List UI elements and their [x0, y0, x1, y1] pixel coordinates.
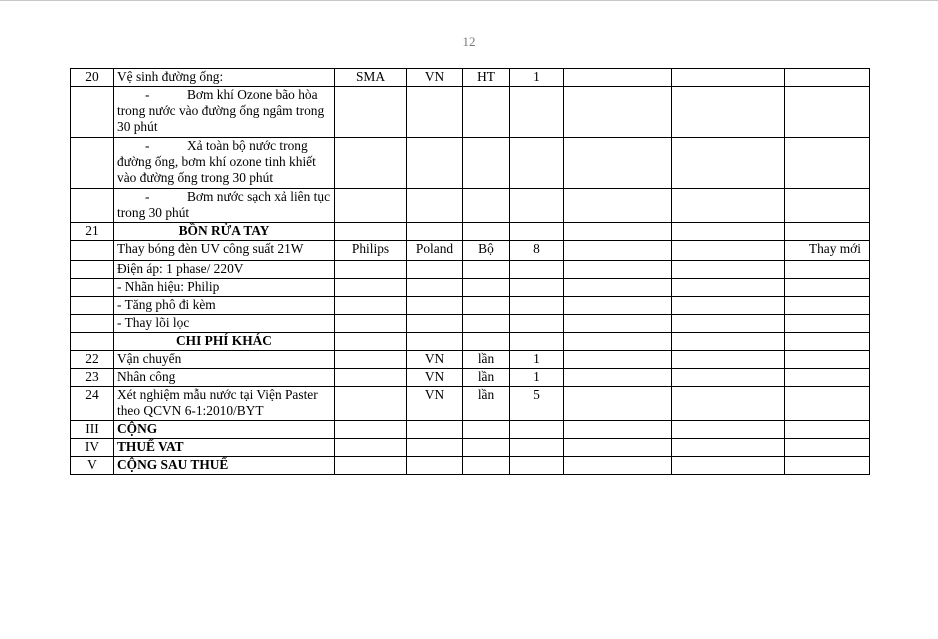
- item-unit: [463, 261, 510, 279]
- list-dash: -: [145, 138, 150, 153]
- item-quantity: [510, 223, 564, 241]
- row-number: [71, 333, 114, 351]
- row-number: [71, 315, 114, 333]
- row-number: 23: [71, 369, 114, 387]
- amount-cell: [672, 261, 785, 279]
- row-number: IV: [71, 439, 114, 457]
- row-number: V: [71, 457, 114, 475]
- amount-cell: [672, 241, 785, 261]
- item-origin: [407, 439, 463, 457]
- item-origin: [407, 333, 463, 351]
- table-row-21e: [71, 315, 870, 333]
- table-row-21b: [71, 261, 870, 279]
- note-cell: [785, 315, 870, 333]
- item-origin: [407, 421, 463, 439]
- item-unit: Bộ: [463, 241, 510, 261]
- item-brand: [335, 279, 407, 297]
- item-quantity: 5: [510, 387, 564, 421]
- item-origin: [407, 315, 463, 333]
- amount-cell: [672, 315, 785, 333]
- unit-price-cell: [564, 387, 672, 421]
- table-row-other-costs: [71, 333, 870, 351]
- amount-cell: [672, 279, 785, 297]
- item-unit: [463, 315, 510, 333]
- item-quantity: [510, 279, 564, 297]
- cost-table: [70, 68, 870, 475]
- item-quantity: [510, 87, 564, 138]
- unit-price-cell: [564, 279, 672, 297]
- note-cell: [785, 421, 870, 439]
- unit-price-cell: [564, 315, 672, 333]
- unit-price-cell: [564, 333, 672, 351]
- row-number: 21: [71, 223, 114, 241]
- unit-price-cell: [564, 297, 672, 315]
- row-number: [71, 241, 114, 261]
- note-cell: [785, 69, 870, 87]
- item-description: Xét nghiệm mẫu nước tại Viện Paster theo QCVN 6-1:2010/BYT: [114, 387, 335, 421]
- item-quantity: 8: [510, 241, 564, 261]
- amount-cell: [672, 223, 785, 241]
- note-cell: [785, 439, 870, 457]
- item-unit: [463, 439, 510, 457]
- unit-price-cell: [564, 421, 672, 439]
- table-row-23: [71, 369, 870, 387]
- item-origin: VN: [407, 387, 463, 421]
- row-number: III: [71, 421, 114, 439]
- amount-cell: [672, 138, 785, 189]
- item-unit: lần: [463, 387, 510, 421]
- item-origin: VN: [407, 369, 463, 387]
- amount-cell: [672, 457, 785, 475]
- item-quantity: [510, 138, 564, 189]
- item-quantity: [510, 297, 564, 315]
- item-description: - Tăng phô đi kèm: [114, 297, 335, 315]
- amount-cell: [672, 297, 785, 315]
- item-brand: Philips: [335, 241, 407, 261]
- table-row-subtotal: [71, 421, 870, 439]
- item-brand: SMA: [335, 69, 407, 87]
- table-row-20: [71, 69, 870, 87]
- item-description: - Thay lõi lọc: [114, 315, 335, 333]
- unit-price-cell: [564, 87, 672, 138]
- item-origin: Poland: [407, 241, 463, 261]
- page-number: 12: [462, 34, 476, 49]
- item-brand: [335, 261, 407, 279]
- item-origin: [407, 297, 463, 315]
- item-origin: [407, 189, 463, 223]
- item-unit: [463, 223, 510, 241]
- table-row-22: [71, 351, 870, 369]
- section-heading: CHI PHÍ KHÁC: [114, 333, 335, 351]
- note-cell: [785, 457, 870, 475]
- row-number: [71, 279, 114, 297]
- table-row-vat: [71, 439, 870, 457]
- table-row-21a: [71, 241, 870, 261]
- item-origin: [407, 87, 463, 138]
- item-unit: HT: [463, 69, 510, 87]
- item-description: [114, 87, 335, 138]
- amount-cell: [672, 387, 785, 421]
- item-unit: [463, 138, 510, 189]
- note-cell: [785, 223, 870, 241]
- item-brand: [335, 351, 407, 369]
- item-brand: [335, 189, 407, 223]
- item-quantity: [510, 333, 564, 351]
- item-description-text: Bơm nước sạch xả liên tục trong 30 phút: [117, 189, 331, 220]
- note-cell: [785, 369, 870, 387]
- row-number: [71, 297, 114, 315]
- item-description: Điện áp: 1 phase/ 220V: [114, 261, 335, 279]
- item-quantity: [510, 439, 564, 457]
- item-unit: [463, 421, 510, 439]
- item-quantity: 1: [510, 351, 564, 369]
- item-unit: [463, 87, 510, 138]
- item-quantity: 1: [510, 69, 564, 87]
- unit-price-cell: [564, 351, 672, 369]
- item-note: Thay mới: [785, 241, 870, 261]
- amount-cell: [672, 421, 785, 439]
- item-brand: [335, 87, 407, 138]
- unit-price-cell: [564, 439, 672, 457]
- unit-price-cell: [564, 261, 672, 279]
- amount-cell: [672, 351, 785, 369]
- note-cell: [785, 333, 870, 351]
- item-description: - Nhãn hiệu: Philip: [114, 279, 335, 297]
- section-heading: BỒN RỬA TAY: [114, 223, 335, 241]
- table-row-21d: [71, 297, 870, 315]
- item-unit: [463, 333, 510, 351]
- item-origin: [407, 279, 463, 297]
- note-cell: [785, 189, 870, 223]
- item-brand: [335, 439, 407, 457]
- unit-price-cell: [564, 223, 672, 241]
- note-cell: [785, 261, 870, 279]
- total-label: THUẾ VAT: [114, 439, 335, 457]
- item-unit: [463, 457, 510, 475]
- item-brand: [335, 387, 407, 421]
- note-cell: [785, 87, 870, 138]
- row-number: 22: [71, 351, 114, 369]
- item-origin: [407, 457, 463, 475]
- item-description: Nhân công: [114, 369, 335, 387]
- item-brand: [335, 315, 407, 333]
- table-row-20b: [71, 138, 870, 189]
- amount-cell: [672, 189, 785, 223]
- item-unit: [463, 279, 510, 297]
- item-quantity: [510, 315, 564, 333]
- item-unit: lần: [463, 351, 510, 369]
- unit-price-cell: [564, 189, 672, 223]
- item-unit: [463, 297, 510, 315]
- row-number: [71, 189, 114, 223]
- note-cell: [785, 387, 870, 421]
- unit-price-cell: [564, 69, 672, 87]
- item-brand: [335, 138, 407, 189]
- table-row-20a: [71, 87, 870, 138]
- item-description: [114, 138, 335, 189]
- unit-price-cell: [564, 241, 672, 261]
- item-brand: [335, 297, 407, 315]
- amount-cell: [672, 87, 785, 138]
- unit-price-cell: [564, 457, 672, 475]
- item-brand: [335, 369, 407, 387]
- item-origin: [407, 138, 463, 189]
- item-brand: [335, 457, 407, 475]
- unit-price-cell: [564, 138, 672, 189]
- item-quantity: [510, 457, 564, 475]
- note-cell: [785, 279, 870, 297]
- table-row-total-after-tax: [71, 457, 870, 475]
- item-description: [114, 189, 335, 223]
- note-cell: [785, 297, 870, 315]
- table-row-21c: [71, 279, 870, 297]
- list-dash: -: [145, 189, 150, 204]
- item-quantity: 1: [510, 369, 564, 387]
- item-origin: [407, 261, 463, 279]
- total-label: CỘNG SAU THUẾ: [114, 457, 335, 475]
- amount-cell: [672, 333, 785, 351]
- note-cell: [785, 351, 870, 369]
- row-number: 20: [71, 69, 114, 87]
- item-description-text: Bơm khí Ozone bão hòa trong nước vào đường ống ngâm trong 30 phút: [117, 87, 325, 134]
- item-description: Thay bóng đèn UV công suất 21W: [114, 241, 335, 261]
- item-quantity: [510, 421, 564, 439]
- table-row-24: [71, 387, 870, 421]
- amount-cell: [672, 439, 785, 457]
- item-description: Vệ sinh đường ống:: [114, 69, 335, 87]
- note-cell: [785, 138, 870, 189]
- item-brand: [335, 333, 407, 351]
- item-origin: VN: [407, 351, 463, 369]
- table-row-20c: [71, 189, 870, 223]
- item-quantity: [510, 189, 564, 223]
- item-quantity: [510, 261, 564, 279]
- item-origin: VN: [407, 69, 463, 87]
- item-unit: lần: [463, 369, 510, 387]
- total-label: CỘNG: [114, 421, 335, 439]
- amount-cell: [672, 69, 785, 87]
- row-number: [71, 261, 114, 279]
- row-number: [71, 138, 114, 189]
- table-row-21: [71, 223, 870, 241]
- item-brand: [335, 421, 407, 439]
- item-description-text: Xả toàn bộ nước trong đường ống, bơm khí ozone tinh khiết vào đường ống trong 30 phút: [117, 138, 316, 185]
- item-unit: [463, 189, 510, 223]
- item-description: Vận chuyển: [114, 351, 335, 369]
- top-border-line: [0, 0, 938, 1]
- item-brand: [335, 223, 407, 241]
- amount-cell: [672, 369, 785, 387]
- row-number: 24: [71, 387, 114, 421]
- item-origin: [407, 223, 463, 241]
- row-number: [71, 87, 114, 138]
- unit-price-cell: [564, 369, 672, 387]
- list-dash: -: [145, 87, 150, 102]
